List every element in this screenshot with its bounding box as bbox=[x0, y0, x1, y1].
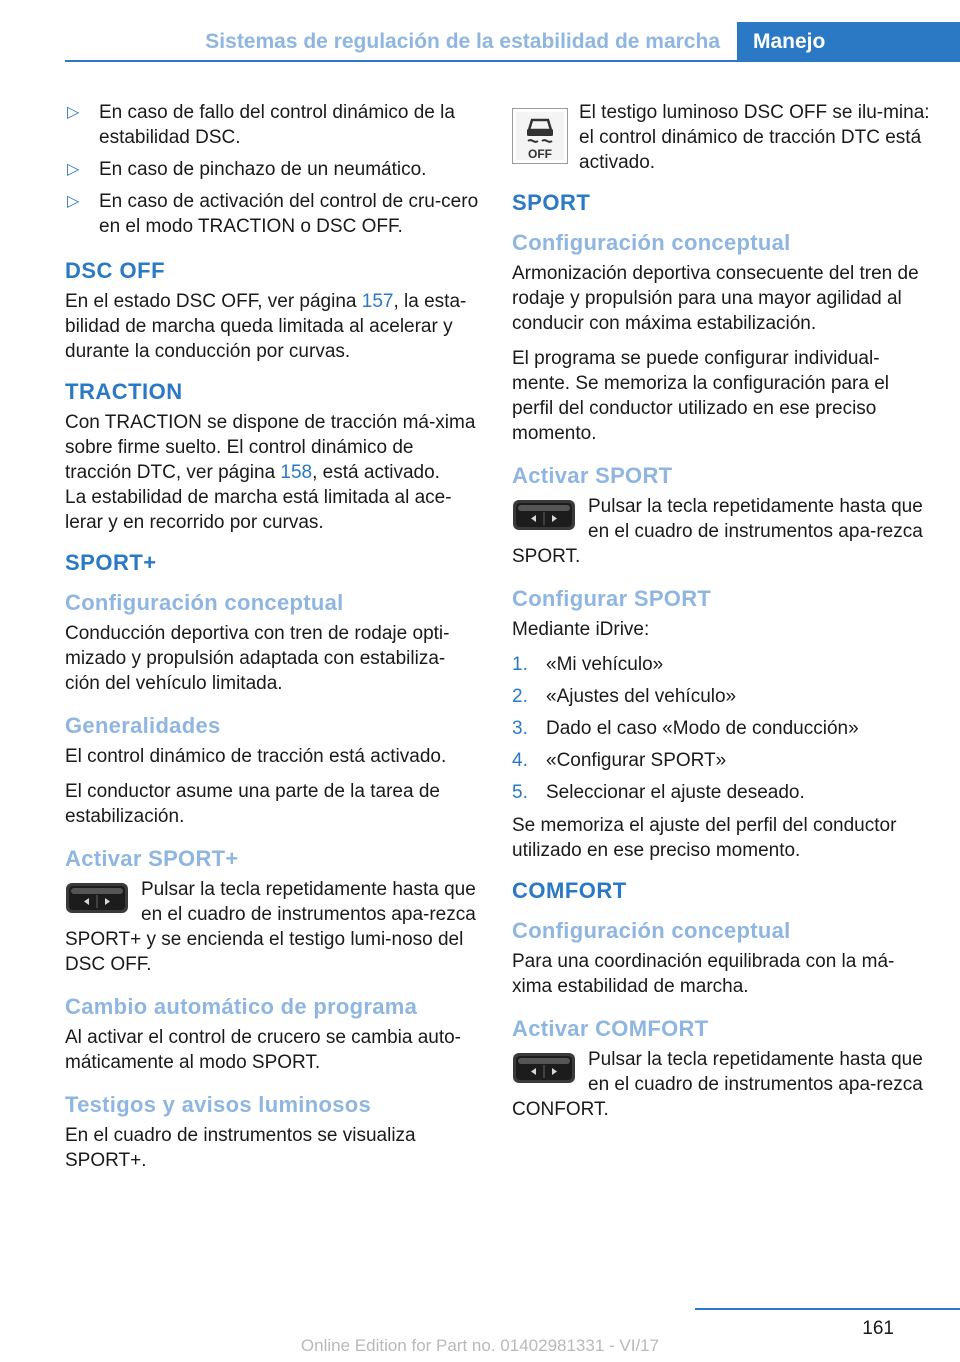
heading-activate-sport-plus: Activar SPORT+ bbox=[65, 846, 239, 871]
heading-dsc-off: DSC OFF bbox=[65, 258, 166, 283]
page-number: 161 bbox=[862, 1318, 894, 1339]
comfort-concept-text: Para una coordinación equilibrada con la má‐xima estabilidad de marcha. bbox=[512, 951, 895, 997]
dsc-off-indicator-icon bbox=[512, 108, 568, 164]
general-text-2: El conductor asume una parte de la tarea de estabilización. bbox=[65, 781, 440, 827]
section-title: Sistemas de regulación de la estabilidad de marcha bbox=[205, 30, 720, 53]
svg-text:OFF: OFF bbox=[528, 147, 552, 161]
chapter-tab: Manejo bbox=[737, 22, 960, 62]
heading-sport-plus: SPORT+ bbox=[65, 550, 157, 575]
heading-auto-program: Cambio automático de programa bbox=[65, 994, 418, 1019]
activate-comfort-text: Pulsar la tecla repetidamente hasta que en el cuadro de instrumentos apa‐rezca CONFORT. bbox=[512, 1049, 923, 1120]
heading-concept-sport: Configuración conceptual bbox=[512, 230, 791, 255]
dsc-off-light-block bbox=[512, 100, 932, 175]
heading-warning-lights: Testigos y avisos luminosos bbox=[65, 1092, 372, 1117]
heading-comfort: COMFORT bbox=[512, 878, 627, 903]
step-number: 5. bbox=[512, 782, 528, 803]
traction-text: Con TRACTION se dispone de tracción má‐xima sobre firme suelto. El control dinámico de tracción DTC, ver página 158, está activado. bbox=[65, 412, 476, 483]
heading-activate-sport: Activar SPORT bbox=[512, 463, 673, 488]
heading-traction: TRACTION bbox=[65, 379, 183, 404]
activate-sport-plus-text: Pulsar la tecla repetidamente hasta que en el cuadro de instrumentos apa‐rezca SPORT+ y se encienda el testigo lumi‐noso del DSC OFF. bbox=[65, 879, 476, 975]
step-number: 1. bbox=[512, 654, 528, 675]
footer-rule bbox=[695, 1308, 960, 1310]
heading-concept-sport-plus: Configuración conceptual bbox=[65, 590, 344, 615]
sport-program-text: El programa se puede configurar individual‐mente. Se memoriza la configuración para el perfil del conductor utilizado en ese preciso momento. bbox=[512, 348, 890, 444]
sport-concept-text: Armonización deportiva consecuente del tren de rodaje y propulsión para una mayor agilidad al conducir con máxima estabilización. bbox=[512, 263, 919, 334]
edition-footer: Online Edition for Part no. 01402981331 - VI/17 bbox=[300, 1336, 660, 1355]
heading-concept-comfort: Configuración conceptual bbox=[512, 918, 791, 943]
list-item: 5. Seleccionar el ajuste deseado. bbox=[512, 782, 805, 803]
activate-comfort-block bbox=[512, 1047, 932, 1122]
step-number: 3. bbox=[512, 718, 528, 739]
heading-configure-sport: Configurar SPORT bbox=[512, 586, 712, 611]
configure-outro: Se memoriza el ajuste del perfil del conductor utilizado en ese preciso momento. bbox=[512, 815, 897, 861]
step-number: 4. bbox=[512, 750, 528, 771]
list-item: 1. «Mi vehículo» bbox=[512, 654, 664, 675]
dsc-off-light-text: El testigo luminoso DSC OFF se ilu‐mina: el control dinámico de tracción DTC está activado. bbox=[579, 102, 930, 173]
configure-intro: Mediante iDrive: bbox=[512, 619, 650, 640]
auto-program-text: Al activar el control de crucero se cambia auto‐máticamente al modo SPORT. bbox=[65, 1027, 462, 1073]
configure-steps-list bbox=[512, 652, 932, 805]
activate-sport-plus-block bbox=[65, 877, 480, 977]
list-item: ▷ En caso de fallo del control dinámico de la estabilidad DSC. bbox=[67, 102, 455, 148]
left-column bbox=[65, 100, 480, 1183]
general-text-1: El control dinámico de tracción está activado. bbox=[65, 746, 447, 767]
heading-activate-comfort: Activar COMFORT bbox=[512, 1016, 709, 1041]
page-link-157[interactable]: 157 bbox=[361, 291, 394, 312]
triangle-bullet-icon: ▷ bbox=[67, 161, 80, 178]
header-rule bbox=[65, 60, 960, 62]
deactivation-conditions-list bbox=[65, 100, 480, 239]
list-item: ▷ En caso de pinchazo de un neumático. bbox=[67, 159, 427, 180]
list-item: 2. «Ajustes del vehículo» bbox=[512, 686, 737, 707]
triangle-bullet-icon: ▷ bbox=[67, 193, 80, 210]
activate-sport-block bbox=[512, 494, 932, 569]
heading-general: Generalidades bbox=[65, 713, 221, 738]
dsc-off-text: En el estado DSC OFF, ver página 157, la esta‐bilidad de marcha queda limitada al acelerar y durante la conducción por curvas. bbox=[65, 291, 467, 362]
traction-text-2: La estabilidad de marcha está limitada al ace‐lerar y en recorrido por curvas. bbox=[65, 487, 452, 533]
page-header bbox=[0, 0, 960, 62]
list-item: 3. Dado el caso «Modo de conducción» bbox=[512, 718, 859, 739]
right-column bbox=[512, 100, 932, 1132]
driving-experience-switch-icon bbox=[65, 881, 129, 915]
list-item: 4. «Configurar SPORT» bbox=[512, 750, 727, 771]
warning-lights-text: En el cuadro de instrumentos se visualiza SPORT+. bbox=[65, 1125, 416, 1171]
driving-experience-switch-icon bbox=[512, 498, 576, 532]
list-item: ▷ En caso de activación del control de cru‐cero en el modo TRACTION o DSC OFF. bbox=[67, 191, 479, 237]
driving-experience-switch-icon bbox=[512, 1051, 576, 1085]
page-link-158[interactable]: 158 bbox=[280, 462, 313, 483]
activate-sport-text: Pulsar la tecla repetidamente hasta que en el cuadro de instrumentos apa‐rezca SPORT. bbox=[512, 496, 923, 567]
triangle-bullet-icon: ▷ bbox=[67, 104, 80, 121]
sport-plus-concept-text: Conducción deportiva con tren de rodaje opti‐mizado y propulsión adaptada con estabiliza‐ción del vehículo limitada. bbox=[65, 623, 450, 694]
step-number: 2. bbox=[512, 686, 528, 707]
heading-sport: SPORT bbox=[512, 190, 591, 215]
